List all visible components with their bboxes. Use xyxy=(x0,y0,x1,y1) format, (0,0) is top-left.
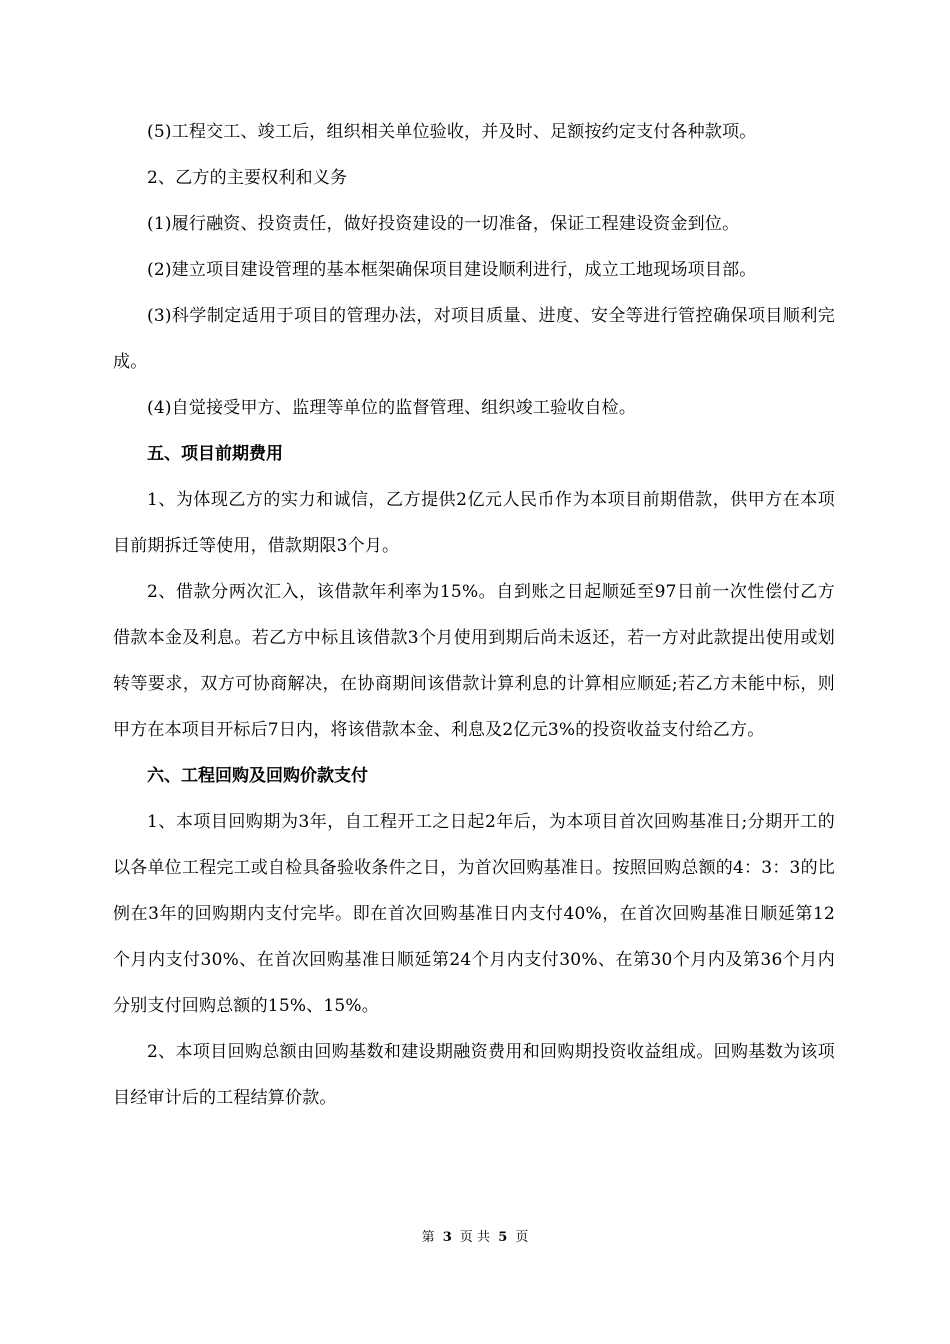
section-heading: 五、项目前期费用 xyxy=(147,444,283,464)
paragraph: 2、乙方的主要权利和义务 xyxy=(147,168,348,188)
current-page-number: 3 xyxy=(442,1230,452,1245)
footer-suffix: 页 xyxy=(515,1230,529,1245)
paragraph: 1、本项目回购期为3年，自工程开工之日起2年后，为本项目首次回购基准日;分期开工的以各单位工程完工或自检具备验收条件之日，为首次回购基准日。按照回购总额的4：3：3的比例在3年的回购期内支付完毕。即在首次回购基准日内支付40%，在首次回购基准日顺延第12个月内支付30%、在首次回购基准日顺延第24个月内支付30%、在第30个月内及第36个月内分别支付回购总额的15%、15%。 xyxy=(113,812,835,1016)
paragraph: (4)自觉接受甲方、监理等单位的监督管理、组织竣工验收自检。 xyxy=(147,398,637,418)
paragraph: (3)科学制定适用于项目的管理办法，对项目质量、进度、安全等进行管控确保项目顺利完成。 xyxy=(113,306,835,372)
paragraph: (1)履行融资、投资责任，做好投资建设的一切准备，保证工程建设资金到位。 xyxy=(147,214,740,234)
footer-middle: 页 共 xyxy=(459,1230,491,1245)
paragraph: (2)建立项目建设管理的基本框架确保项目建设顺利进行，成立工地现场项目部。 xyxy=(147,260,757,280)
paragraph: 2、借款分两次汇入，该借款年利率为15%。自到账之日起顺延至97日前一次性偿付乙方借款本金及利息。若乙方中标且该借款3个月使用到期后尚未返还，若一方对此款提出使用或划转等要求，双方可协商解决，在协商期间该借款计算利息的计算相应顺延;若乙方未能中标，则甲方在本项目开标后7日内，将该借款本金、利息及2亿元3%的投资收益支付给乙方。 xyxy=(113,582,835,740)
section-heading: 六、工程回购及回购价款支付 xyxy=(147,766,368,786)
page-footer xyxy=(0,1228,950,1248)
total-pages-number: 5 xyxy=(498,1230,508,1245)
paragraph: 2、本项目回购总额由回购基数和建设期融资费用和回购期投资收益组成。回购基数为该项目经审计后的工程结算价款。 xyxy=(113,1042,835,1108)
footer-prefix: 第 xyxy=(421,1230,435,1245)
document-body xyxy=(113,109,835,1121)
paragraph: (5)工程交工、竣工后，组织相关单位验收，并及时、足额按约定支付各种款项。 xyxy=(147,122,757,142)
paragraph: 1、为体现乙方的实力和诚信，乙方提供2亿元人民币作为本项目前期借款，供甲方在本项目前期拆迁等使用，借款期限3个月。 xyxy=(113,490,835,556)
